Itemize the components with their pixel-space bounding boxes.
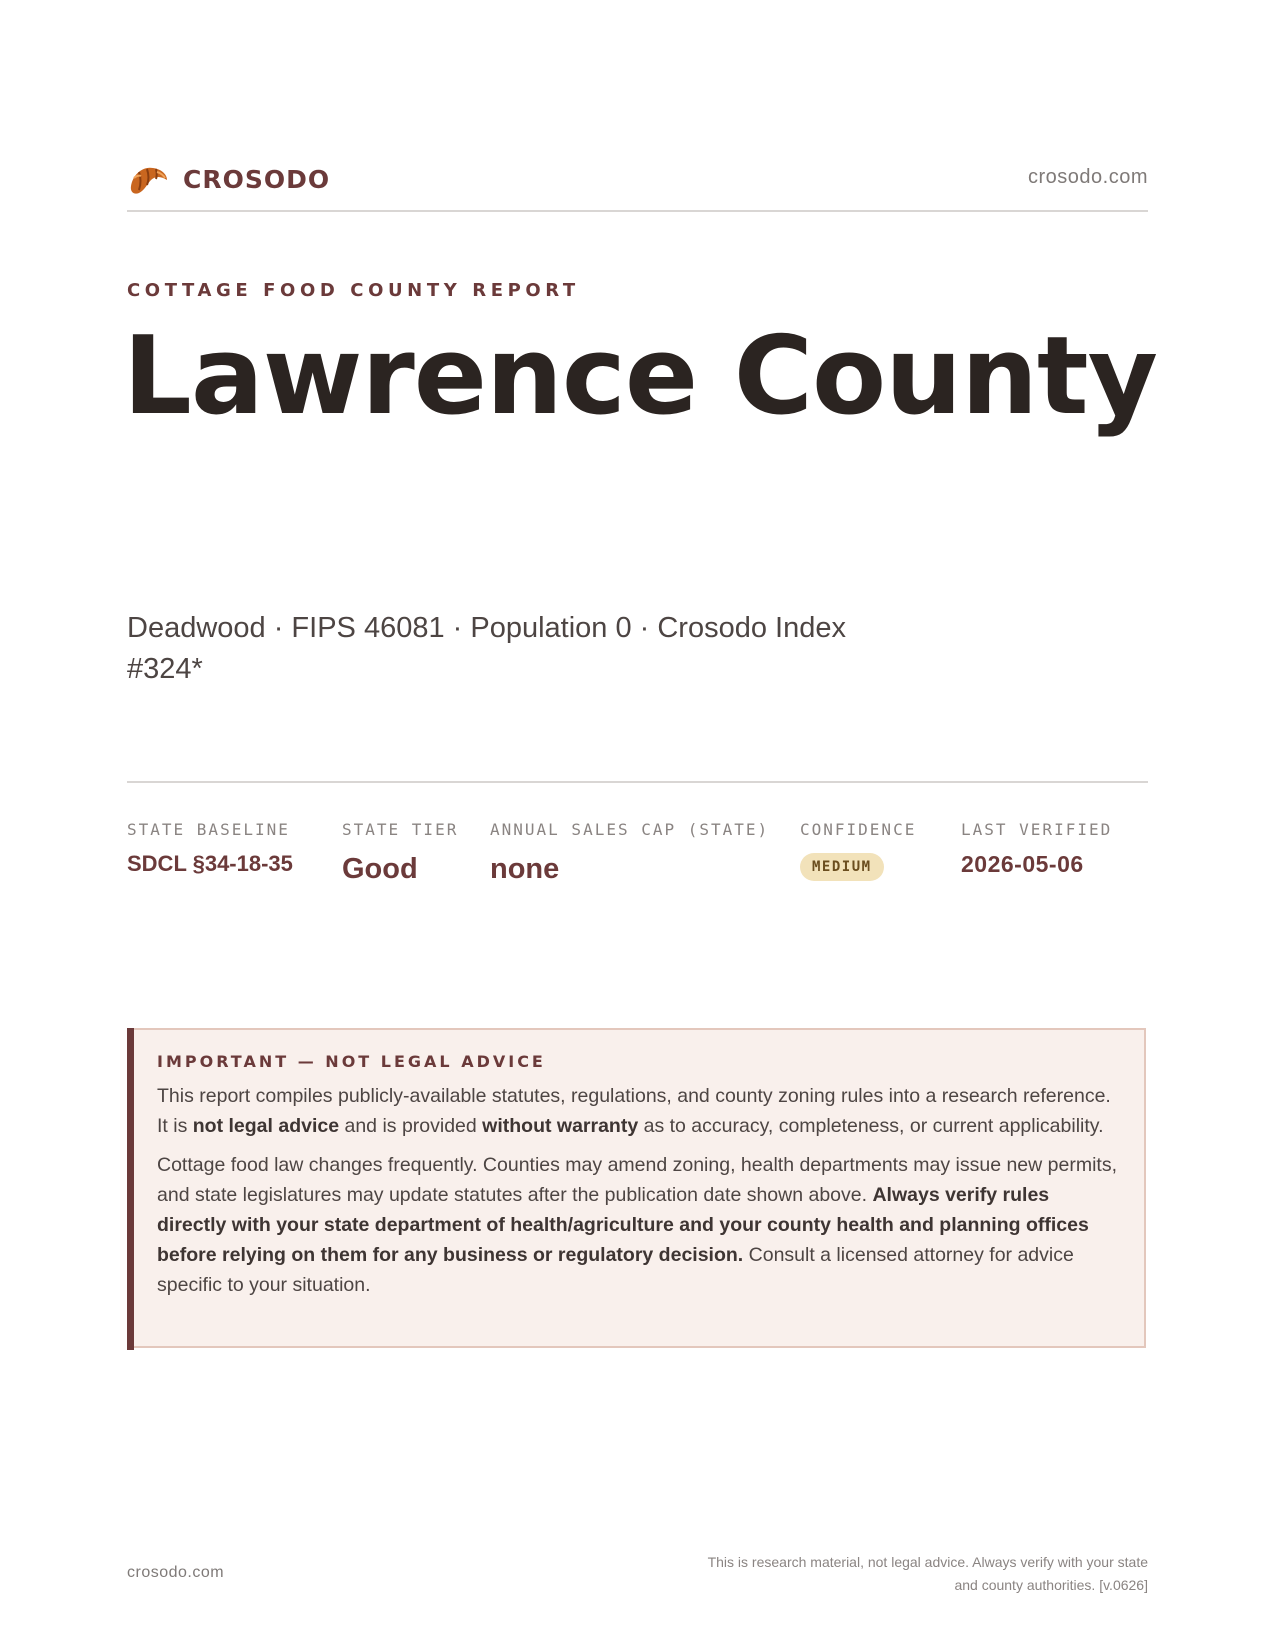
croissant-icon <box>127 160 171 198</box>
meta-label: CONFIDENCE <box>800 820 917 839</box>
meta-value: SDCL §34-18-35 <box>127 851 293 876</box>
meta-divider <box>127 781 1148 783</box>
meta-label: STATE BASELINE <box>127 820 290 839</box>
meta-value: Good <box>342 853 418 885</box>
meta-state-baseline <box>127 820 293 877</box>
meta-value: none <box>490 853 560 885</box>
footer-disclaimer: This is research material, not legal advice. Always verify with your state and county authorities. [v.0626] <box>707 1554 1148 1593</box>
meta-label: LAST VERIFIED <box>961 820 1113 839</box>
meta-value: 2026-05-06 <box>961 851 1084 877</box>
notice-accent-bar <box>127 1028 134 1350</box>
page-title: Lawrence County <box>123 314 1157 439</box>
site-url-link[interactable]: crosodo.com <box>1028 166 1148 188</box>
page-header <box>127 158 1148 212</box>
brand-name: CROSODO <box>183 164 331 194</box>
notice-heading: IMPORTANT — NOT LEGAL ADVICE <box>157 1052 546 1071</box>
meta-label: STATE TIER <box>342 820 459 839</box>
meta-state-tier <box>342 820 458 886</box>
meta-label: ANNUAL SALES CAP (STATE) <box>490 820 770 839</box>
footer-site-url[interactable]: crosodo.com <box>127 1564 225 1581</box>
notice-paragraph: This report compiles publicly-available statutes, regulations, and county zoning rules into a research reference. It is not legal advice and is provided without warranty as to accuracy, completeness, or current applicability. <box>157 1085 1111 1137</box>
report-eyebrow: COTTAGE FOOD COUNTY REPORT <box>127 280 580 301</box>
meta-sales-cap <box>490 820 769 886</box>
confidence-badge: MEDIUM <box>800 853 884 881</box>
report-subtitle: Deadwood · FIPS 46081 · Population 0 · Crosodo Index #324* <box>127 612 846 685</box>
brand <box>127 160 330 198</box>
meta-confidence <box>800 820 916 881</box>
notice-paragraph: Cottage food law changes frequently. Counties may amend zoning, health departments may issue new permits, and state legislatures may update statutes after the publication date shown above. Always verify rules directly with your state department of health/agriculture and your county health and planning offices before relying on them for any business or regulatory decision. Consult a licensed attorney for advice specific to your situation. <box>157 1154 1117 1296</box>
report-page <box>123 0 1157 1650</box>
legal-notice <box>127 1028 1146 1348</box>
meta-last-verified <box>961 820 1112 878</box>
